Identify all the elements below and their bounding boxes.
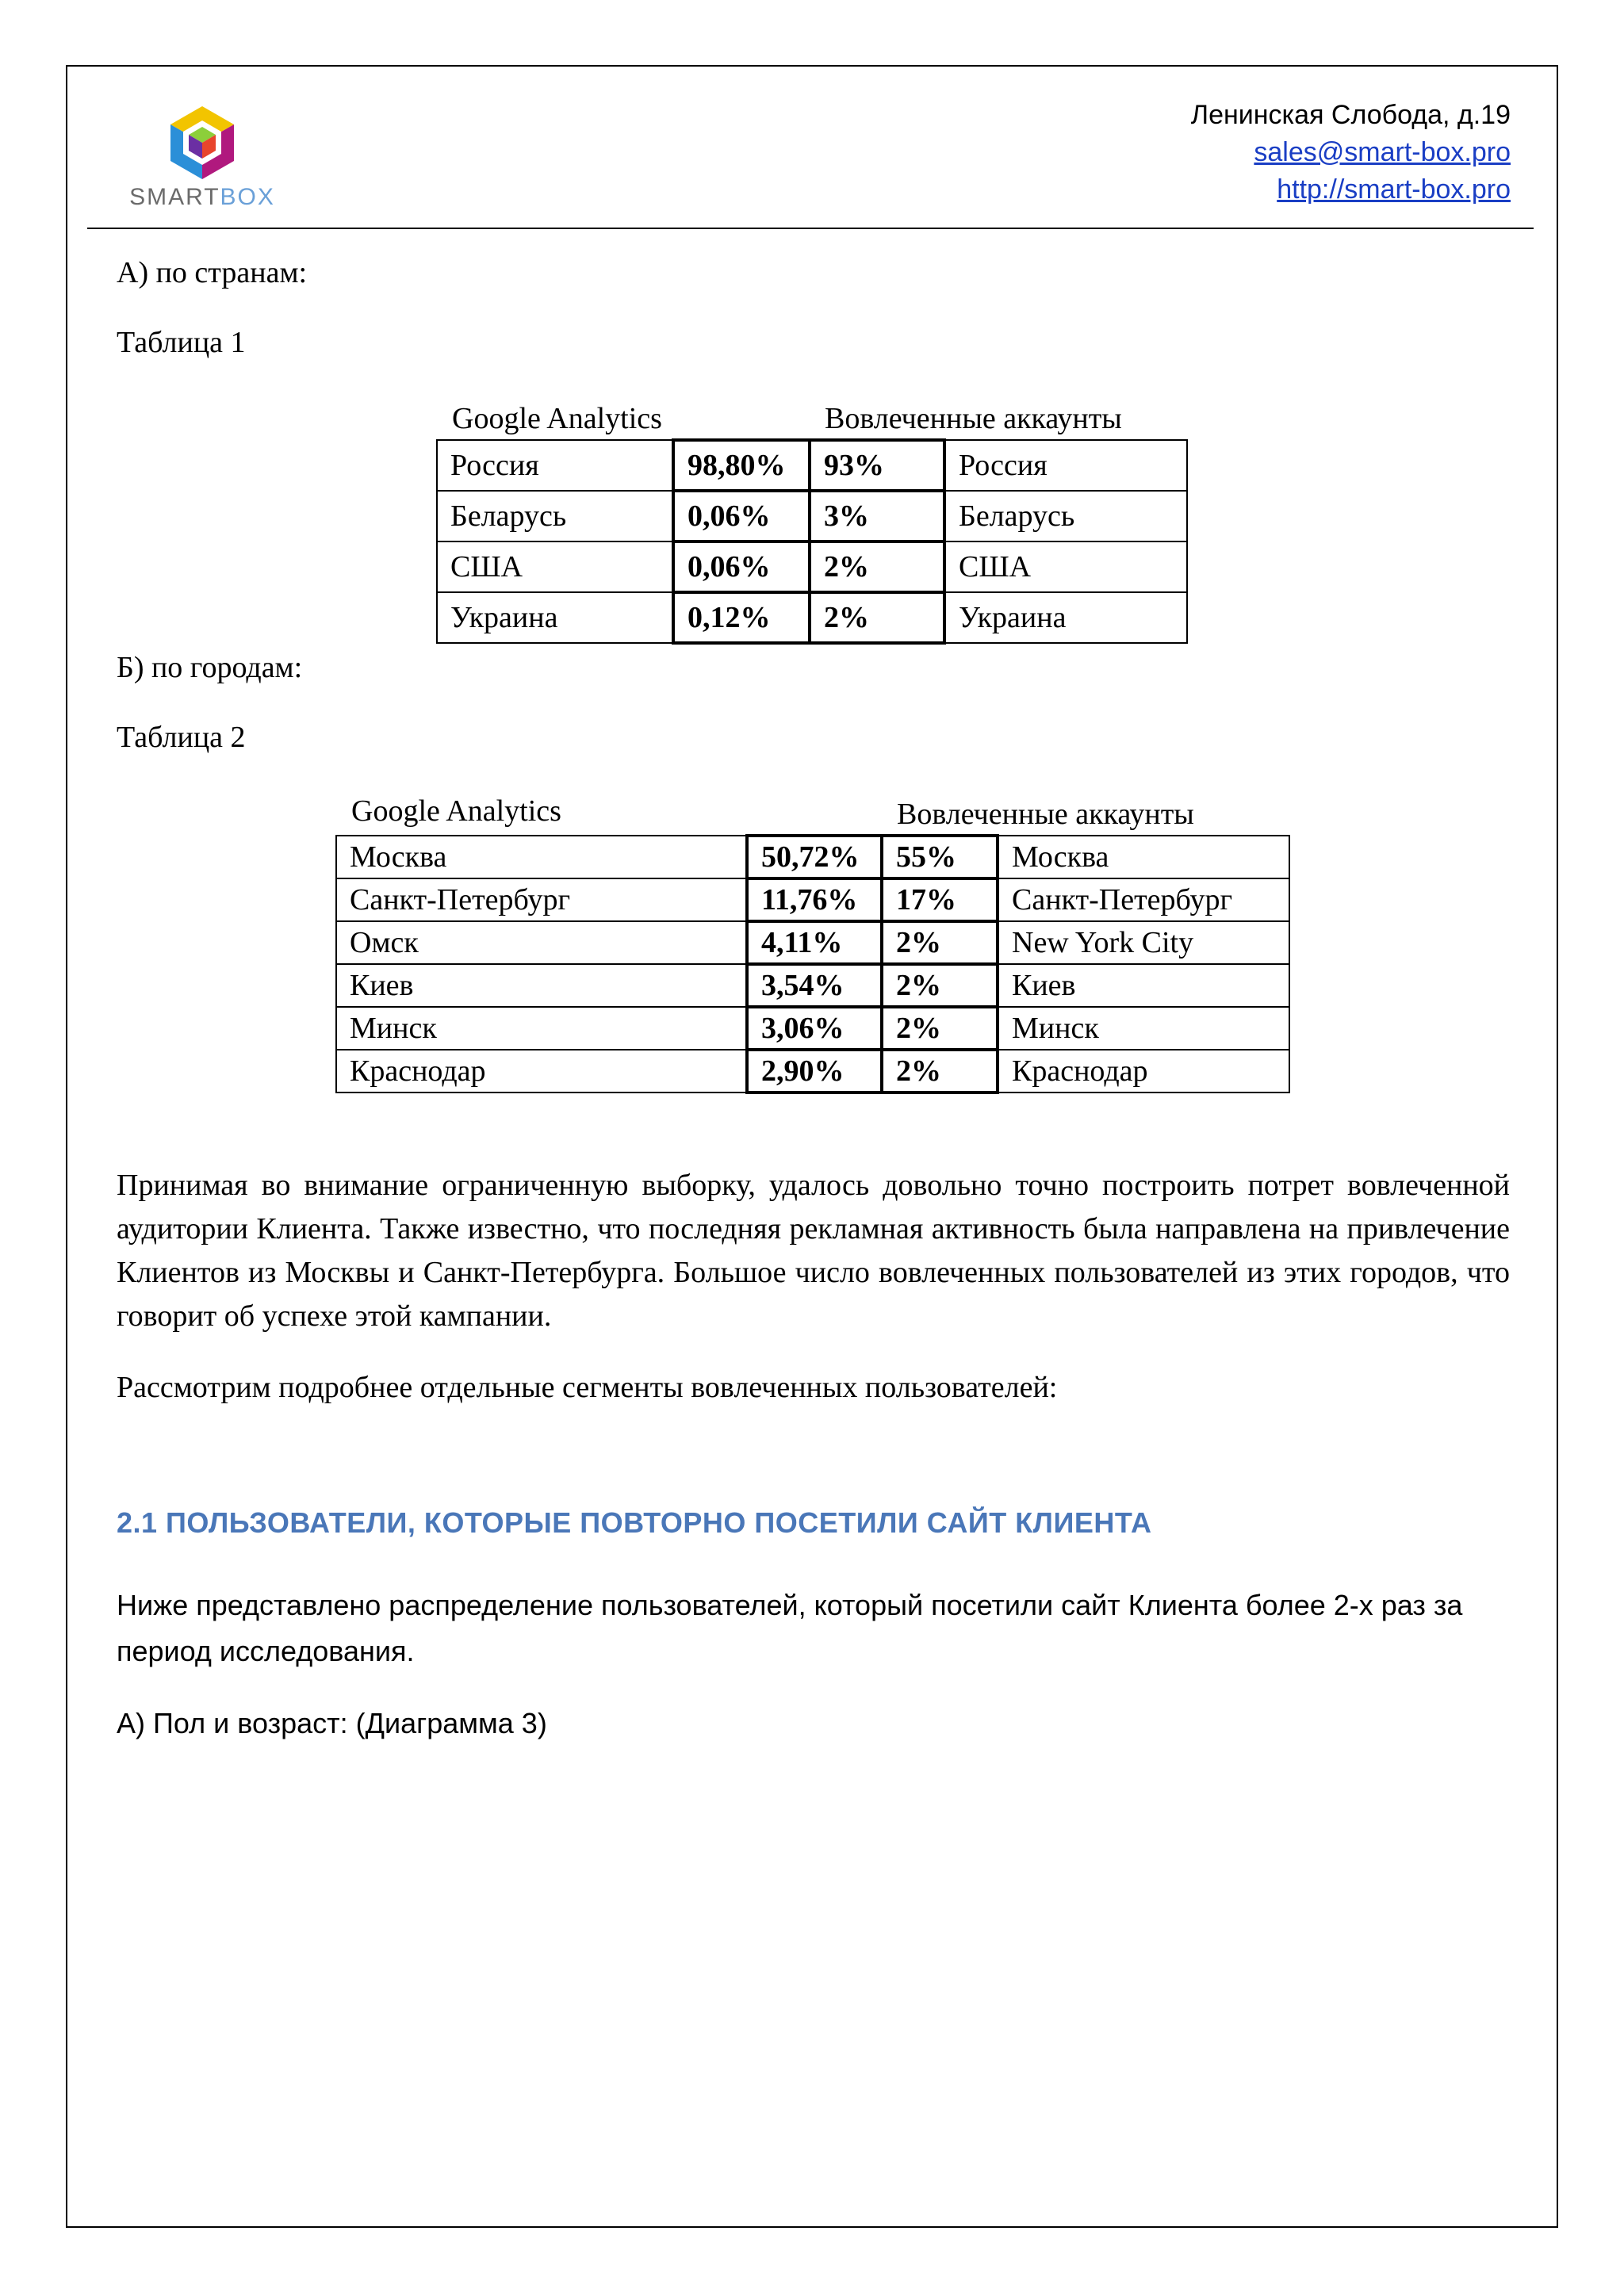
email-link[interactable]: sales@smart-box.pro [1254, 137, 1511, 167]
analysis-paragraph: Принимая во внимание ограниченную выборку, удалось довольно точно построить потрет вовлеченной аудитории Клиента. Также известно, что последняя рекламная активность была направлена на привлечение Клиентов из Москвы и Санкт-Петербурга. Большое число вовлеченных пользователей из этих городов, что говорит об успехе этой кампании. [117, 1169, 1510, 1333]
table-row [437, 491, 1187, 541]
ga-value-cell: 98,80% [673, 440, 810, 491]
table-row [336, 1007, 1289, 1050]
account-value-cell: 2% [810, 541, 944, 592]
account-name-cell: Беларусь [944, 491, 1187, 541]
ga-value-cell: 4,11% [747, 921, 882, 964]
logo-text: SMARTBOX [129, 184, 275, 210]
cities-table [335, 834, 1290, 1094]
ga-value-cell: 0,06% [673, 541, 810, 592]
table-row [336, 964, 1289, 1007]
account-name-cell: США [944, 541, 1187, 592]
ga-name-cell: Киев [336, 964, 747, 1007]
table-row [336, 878, 1289, 921]
account-value-cell: 2% [882, 921, 998, 964]
account-value-cell: 93% [810, 440, 944, 491]
ga-name-cell: Санкт-Петербург [336, 878, 747, 921]
page-frame [66, 65, 1558, 2228]
account-value-cell: 55% [882, 836, 998, 878]
ga-name-cell: Минск [336, 1007, 747, 1050]
ga-value-cell: 2,90% [747, 1050, 882, 1093]
table-2-right-label: Вовлеченные аккаунты [897, 798, 1194, 831]
account-name-cell: Санкт-Петербург [998, 878, 1289, 921]
table-row [437, 592, 1187, 643]
countries-table [436, 438, 1188, 645]
table-row [336, 836, 1289, 878]
ga-name-cell: США [437, 541, 673, 592]
account-value-cell: 3% [810, 491, 944, 541]
ga-value-cell: 11,76% [747, 878, 882, 921]
table-row [336, 921, 1289, 964]
section-b-heading: Б) по городам: [117, 651, 303, 684]
table-1-caption: Таблица 1 [117, 326, 246, 359]
header-contacts [1191, 97, 1511, 209]
section-a-heading: А) по странам: [117, 256, 308, 289]
account-name-cell: Краснодар [998, 1050, 1289, 1093]
section-2-1-heading: 2.1 ПОЛЬЗОВАТЕЛИ, КОТОРЫЕ ПОВТОРНО ПОСЕТИЛИ САЙТ КЛИЕНТА [117, 1506, 1152, 1539]
table-row [336, 1050, 1289, 1093]
account-value-cell: 2% [882, 1050, 998, 1093]
header-divider [87, 228, 1534, 229]
ga-name-cell: Москва [336, 836, 747, 878]
gender-age-label: А) Пол и возраст: (Диаграмма 3) [117, 1707, 547, 1739]
account-value-cell: 2% [882, 1007, 998, 1050]
ga-value-cell: 3,06% [747, 1007, 882, 1050]
ga-value-cell: 50,72% [747, 836, 882, 878]
table-1-right-label: Вовлеченные аккаунты [825, 402, 1122, 435]
ga-name-cell: Омск [336, 921, 747, 964]
table-2-caption: Таблица 2 [117, 721, 246, 754]
account-name-cell: New York City [998, 921, 1289, 964]
ga-name-cell: Краснодар [336, 1050, 747, 1093]
account-name-cell: Украина [944, 592, 1187, 643]
table-row [437, 440, 1187, 491]
distribution-paragraph: Ниже представлено распределение пользователей, который посетили сайт Клиента более 2-х раз за период исследования. [117, 1589, 1463, 1667]
table-2-left-label: Google Analytics [351, 794, 561, 828]
ga-value-cell: 0,06% [673, 491, 810, 541]
ga-name-cell: Россия [437, 440, 673, 491]
account-name-cell: Москва [998, 836, 1289, 878]
ga-value-cell: 0,12% [673, 592, 810, 643]
account-name-cell: Минск [998, 1007, 1289, 1050]
segments-intro-paragraph: Рассмотрим подробнее отдельные сегменты вовлеченных пользователей: [117, 1371, 1058, 1404]
ga-name-cell: Беларусь [437, 491, 673, 541]
ga-value-cell: 3,54% [747, 964, 882, 1007]
logo-cube-icon [119, 101, 285, 184]
account-name-cell: Киев [998, 964, 1289, 1007]
account-name-cell: Россия [944, 440, 1187, 491]
website-link[interactable]: http://smart-box.pro [1277, 174, 1511, 205]
company-address: Ленинская Слобода, д.19 [1190, 100, 1511, 130]
ga-name-cell: Украина [437, 592, 673, 643]
table-1-left-label: Google Analytics [452, 402, 662, 435]
smartbox-logo [119, 101, 285, 212]
account-value-cell: 2% [882, 964, 998, 1007]
account-value-cell: 2% [810, 592, 944, 643]
table-row [437, 541, 1187, 592]
account-value-cell: 17% [882, 878, 998, 921]
